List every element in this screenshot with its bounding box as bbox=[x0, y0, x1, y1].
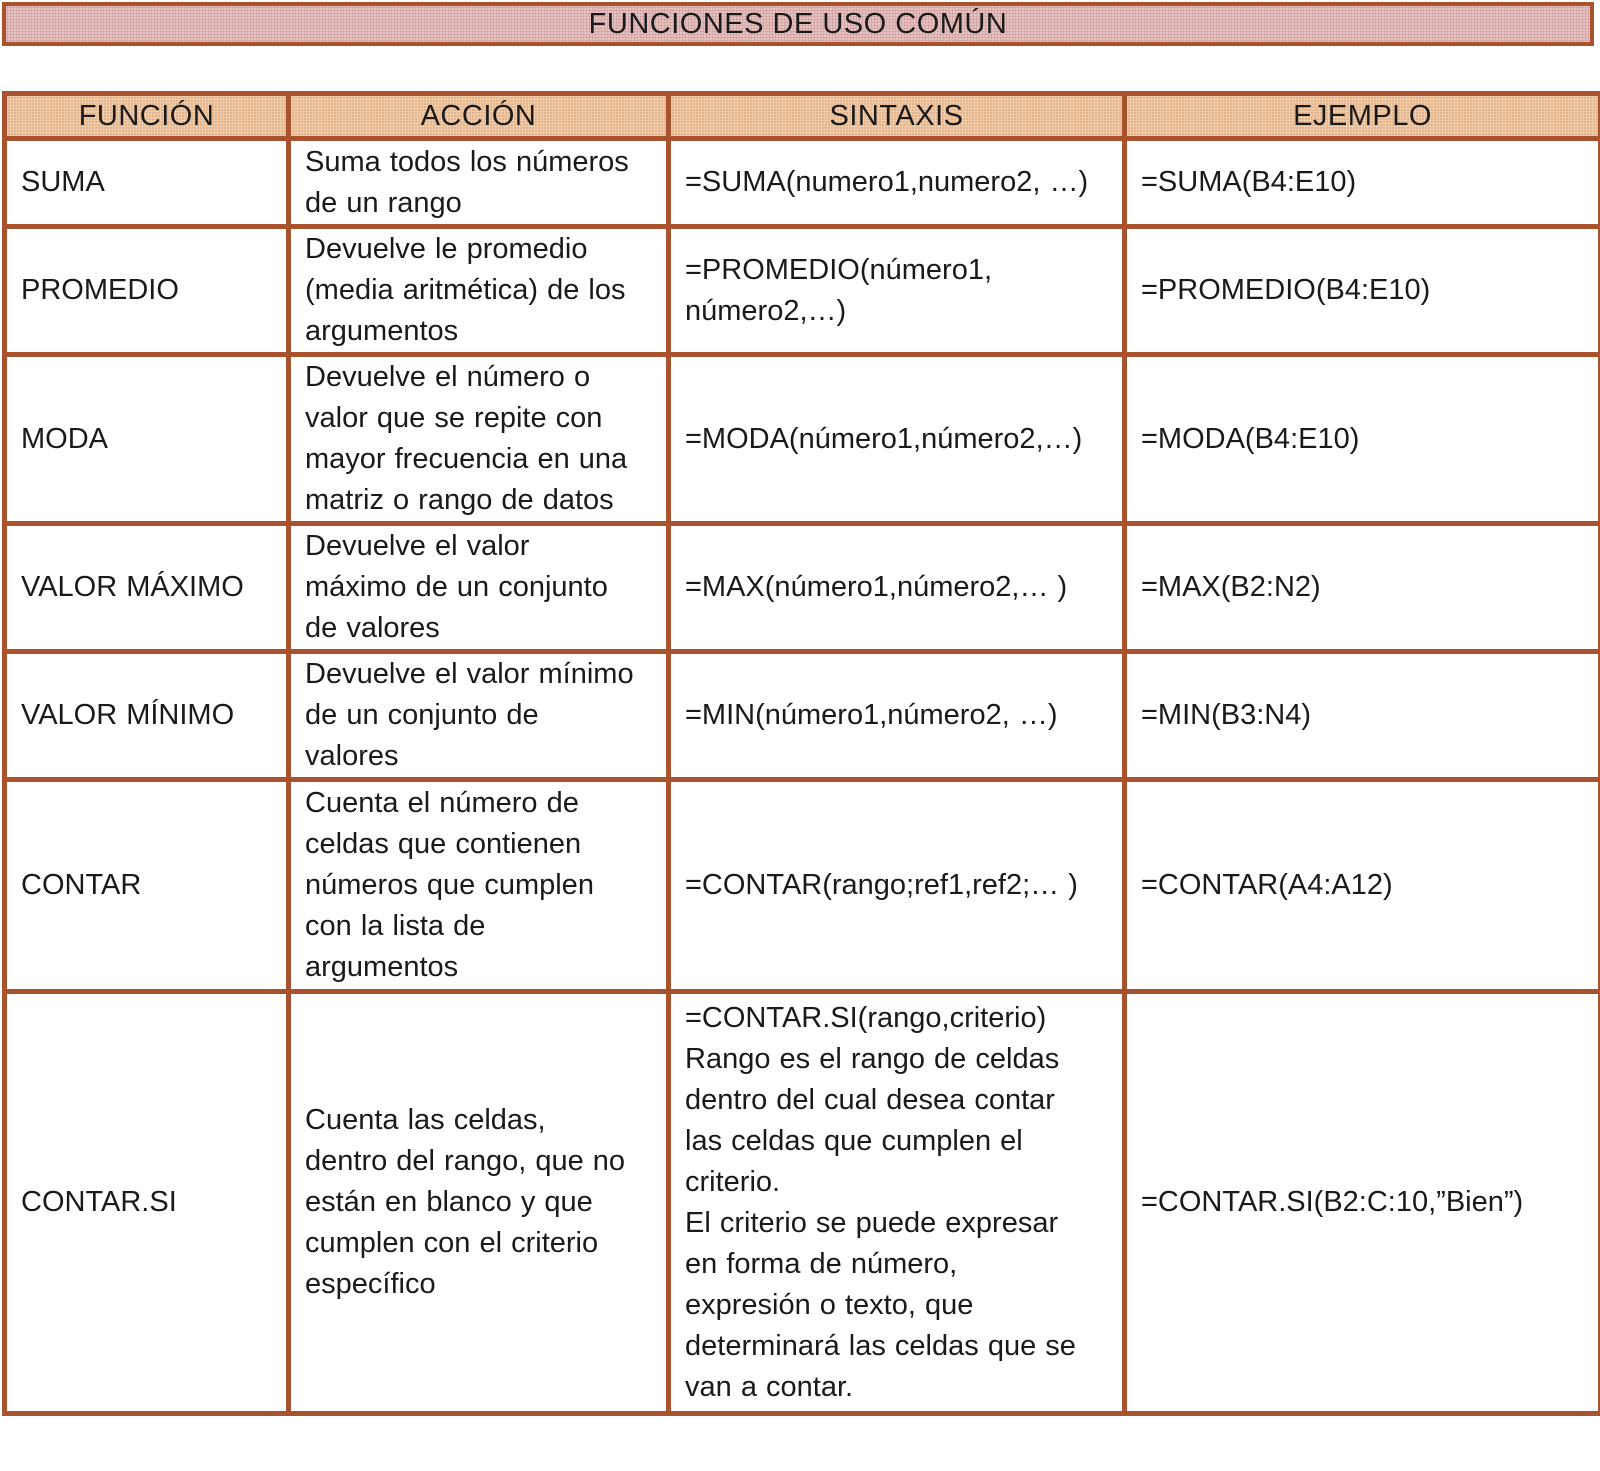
cell-accion: Cuenta las celdas, dentro del rango, que no están en blanco y que cumplen con el criterio específico bbox=[289, 992, 669, 1414]
cell-sintaxis: =MAX(número1,número2,… ) bbox=[669, 524, 1125, 652]
cell-accion: Cuenta el número de celdas que contienen números que cumplen con la lista de argumentos bbox=[289, 780, 669, 992]
cell-ejemplo: =MIN(B3:N4) bbox=[1125, 652, 1600, 780]
header-funcion: FUNCIÓN bbox=[5, 94, 289, 139]
cell-funcion: MODA bbox=[5, 355, 289, 524]
cell-sintaxis: =MODA(número1,número2,…) bbox=[669, 355, 1125, 524]
cell-ejemplo: =PROMEDIO(B4:E10) bbox=[1125, 227, 1600, 355]
functions-table bbox=[2, 91, 1600, 1416]
cell-sintaxis: =PROMEDIO(número1, número2,…) bbox=[669, 227, 1125, 355]
table-row bbox=[5, 992, 1600, 1414]
cell-ejemplo: =MODA(B4:E10) bbox=[1125, 355, 1600, 524]
cell-accion: Devuelve el valor mínimo de un conjunto de valores bbox=[289, 652, 669, 780]
cell-funcion: VALOR MÁXIMO bbox=[5, 524, 289, 652]
cell-sintaxis: =CONTAR(rango;ref1,ref2;… ) bbox=[669, 780, 1125, 992]
header-accion: ACCIÓN bbox=[289, 94, 669, 139]
cell-funcion: CONTAR bbox=[5, 780, 289, 992]
cell-funcion: VALOR MÍNIMO bbox=[5, 652, 289, 780]
table-row bbox=[5, 139, 1600, 227]
table-row bbox=[5, 355, 1600, 524]
header-sintaxis: SINTAXIS bbox=[669, 94, 1125, 139]
cell-sintaxis: =CONTAR.SI(rango,criterio) Rango es el rango de celdas dentro del cual desea contar las celdas que cumplen el criterio. El criterio se puede expresar en forma de número, expresión o texto, que determinará las celdas que se van a contar. bbox=[669, 992, 1125, 1414]
cell-accion: Devuelve le promedio (media aritmética) de los argumentos bbox=[289, 227, 669, 355]
cell-funcion: CONTAR.SI bbox=[5, 992, 289, 1414]
table-row bbox=[5, 780, 1600, 992]
cell-accion: Devuelve el valor máximo de un conjunto de valores bbox=[289, 524, 669, 652]
header-ejemplo: EJEMPLO bbox=[1125, 94, 1600, 139]
table-row bbox=[5, 524, 1600, 652]
cell-funcion: SUMA bbox=[5, 139, 289, 227]
cell-ejemplo: =CONTAR.SI(B2:C:10,”Bien”) bbox=[1125, 992, 1600, 1414]
cell-ejemplo: =SUMA(B4:E10) bbox=[1125, 139, 1600, 227]
cell-accion: Suma todos los números de un rango bbox=[289, 139, 669, 227]
cell-ejemplo: =CONTAR(A4:A12) bbox=[1125, 780, 1600, 992]
page-title: FUNCIONES DE USO COMÚN bbox=[2, 2, 1594, 46]
header-row bbox=[5, 94, 1600, 139]
table-row bbox=[5, 227, 1600, 355]
cell-ejemplo: =MAX(B2:N2) bbox=[1125, 524, 1600, 652]
cell-accion: Devuelve el número o valor que se repite con mayor frecuencia en una matriz o rango de datos bbox=[289, 355, 669, 524]
cell-funcion: PROMEDIO bbox=[5, 227, 289, 355]
table-row bbox=[5, 652, 1600, 780]
cell-sintaxis: =SUMA(numero1,numero2, …) bbox=[669, 139, 1125, 227]
cell-sintaxis: =MIN(número1,número2, …) bbox=[669, 652, 1125, 780]
